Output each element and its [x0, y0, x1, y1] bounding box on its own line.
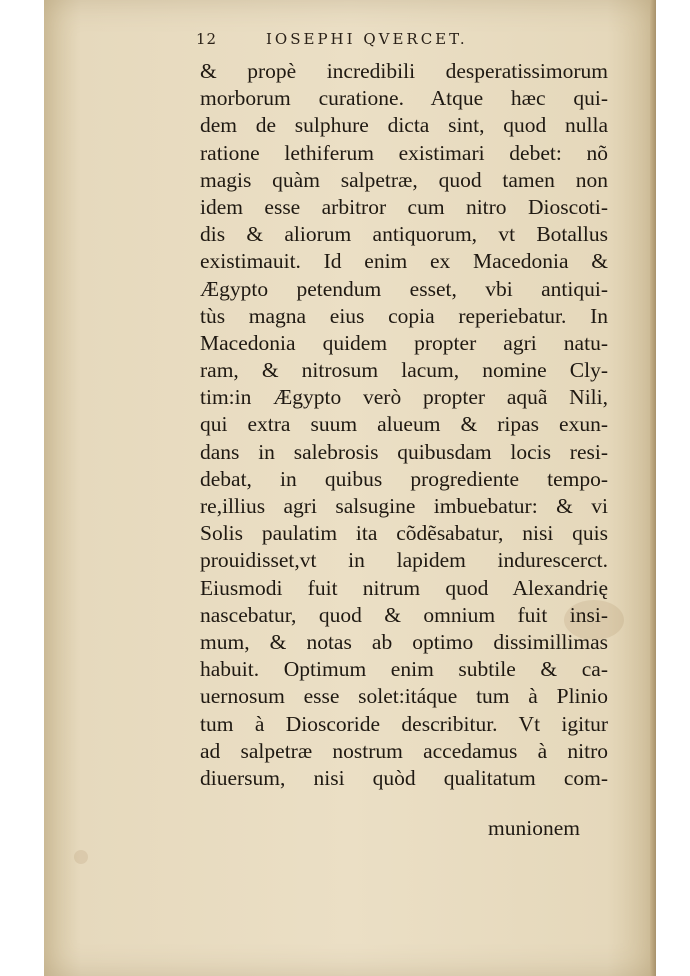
text-line: tum à Dioscoride describitur. Vt igitur — [200, 711, 608, 736]
text-line: morborum curatione. Atque hæc qui- — [200, 86, 608, 111]
running-head — [196, 30, 556, 48]
page-edge — [650, 0, 656, 976]
text-line: qui extra suum alueum & ripas exun- — [200, 412, 608, 437]
text-line: diuersum, nisi quòd qualitatum com- — [200, 765, 608, 790]
text-line: habuit. Optimum enim subtile & ca- — [200, 657, 608, 682]
text-line: prouidisset,vt in lapidem indurescerct. — [200, 548, 608, 573]
text-line: idem esse arbitror cum nitro Dioscoti- — [200, 194, 608, 219]
page-number: 12 — [196, 30, 218, 48]
text-line: dis & aliorum antiquorum, vt Botallus — [200, 222, 608, 247]
text-line: Eiusmodi fuit nitrum quod Alexandrię — [200, 575, 608, 600]
text-line: re,illius agri salsugine imbuebatur: & vi — [200, 494, 608, 518]
text-line: Ægypto petendum esset, vbi antiqui- — [200, 276, 608, 301]
text-line: nascebatur, quod & omnium fuit insi- — [200, 602, 608, 627]
text-line: existimauit. Id enim ex Macedonia & — [200, 249, 608, 274]
text-line: & propè incredibili desperatissimorum — [200, 59, 608, 83]
body-text — [200, 58, 608, 792]
text-line: Macedonia quidem propter agri natu- — [200, 330, 608, 355]
text-line: tim:in Ægypto verò propter aquã Nili, — [200, 385, 608, 410]
text-line: tùs magna eius copia reperiebatur. In — [200, 303, 608, 328]
text-line: uernosum esse solet:itáque tum à Plinio — [200, 684, 608, 709]
text-line: dem de sulphure dicta sint, quod nulla — [200, 113, 608, 138]
text-line: dans in salebrosis quibusdam locis resi- — [200, 439, 608, 464]
text-line: mum, & notas ab optimo dissimillimas — [200, 629, 608, 654]
text-line: Solis paulatim ita cõdẽsabatur, nisi quis — [200, 521, 608, 546]
text-line: ad salpetræ nostrum accedamus à nitro — [200, 738, 608, 763]
text-line: ram, & nitrosum lacum, nomine Cly- — [200, 358, 608, 383]
text-line: debat, in quibus progrediente tempo- — [200, 466, 608, 491]
paper-stain — [74, 850, 88, 864]
text-line: magis quàm salpetræ, quod tamen non — [200, 167, 608, 192]
running-title: IOSEPHI QVERCET. — [266, 30, 468, 48]
catchword: munionem — [488, 816, 580, 840]
text-line: ratione lethiferum existimari debet: nõ — [200, 140, 608, 165]
